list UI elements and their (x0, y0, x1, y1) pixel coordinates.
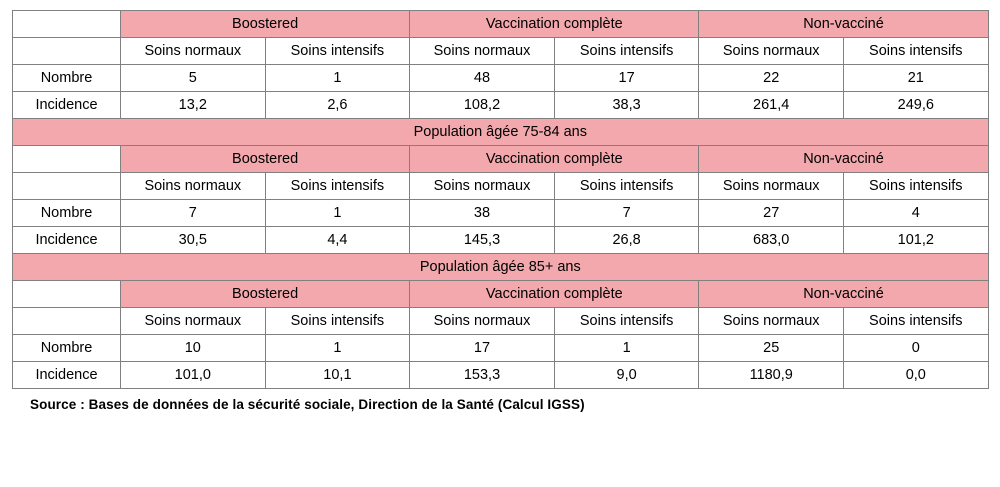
table-row-group-header (13, 146, 989, 173)
table-row-sub-header (13, 38, 989, 65)
sub-header-3-1: Soins intensifs (265, 308, 410, 335)
cell-1-inc-0: 13,2 (121, 92, 266, 119)
sub-header-3-4: Soins normaux (699, 308, 844, 335)
cell-2-count-2: 38 (410, 200, 555, 227)
table-row-sub-header (13, 308, 989, 335)
cell-3-inc-2: 153,3 (410, 362, 555, 389)
cell-3-count-3: 1 (554, 335, 699, 362)
corner-cell-2 (13, 38, 121, 65)
cell-1-count-4: 22 (699, 65, 844, 92)
cell-2-inc-3: 26,8 (554, 227, 699, 254)
table-row-group-header (13, 11, 989, 38)
cell-1-count-3: 17 (554, 65, 699, 92)
table-row (13, 335, 989, 362)
group-header-boostered-2: Boostered (121, 146, 410, 173)
cell-3-count-0: 10 (121, 335, 266, 362)
cell-3-inc-0: 101,0 (121, 362, 266, 389)
cell-3-inc-1: 10,1 (265, 362, 410, 389)
corner-cell-1 (13, 11, 121, 38)
table-row (13, 65, 989, 92)
row-label-incidence-2: Incidence (13, 227, 121, 254)
cell-3-inc-3: 9,0 (554, 362, 699, 389)
sub-header-3-3: Soins intensifs (554, 308, 699, 335)
cell-2-inc-4: 683,0 (699, 227, 844, 254)
cell-1-count-0: 5 (121, 65, 266, 92)
cell-1-inc-2: 108,2 (410, 92, 555, 119)
sub-header-1-0: Soins normaux (121, 38, 266, 65)
row-label-incidence-1: Incidence (13, 92, 121, 119)
table-band-row (13, 254, 989, 281)
corner-cell-3 (13, 146, 121, 173)
corner-cell-5 (13, 281, 121, 308)
corner-cell-4 (13, 173, 121, 200)
group-header-vaccination-complete-2: Vaccination complète (410, 146, 699, 173)
sub-header-2-1: Soins intensifs (265, 173, 410, 200)
group-header-vaccination-complete-3: Vaccination complète (410, 281, 699, 308)
row-label-incidence-3: Incidence (13, 362, 121, 389)
sub-header-2-2: Soins normaux (410, 173, 555, 200)
cell-2-inc-0: 30,5 (121, 227, 266, 254)
band-label-85-plus: Population âgée 85+ ans (13, 254, 989, 281)
cell-2-count-3: 7 (554, 200, 699, 227)
sub-header-2-5: Soins intensifs (844, 173, 989, 200)
sub-header-1-4: Soins normaux (699, 38, 844, 65)
sub-header-2-3: Soins intensifs (554, 173, 699, 200)
group-header-non-vaccine-3: Non-vacciné (699, 281, 988, 308)
cell-2-inc-5: 101,2 (844, 227, 989, 254)
sub-header-1-1: Soins intensifs (265, 38, 410, 65)
cell-1-inc-4: 261,4 (699, 92, 844, 119)
cell-3-inc-4: 1180,9 (699, 362, 844, 389)
group-header-non-vaccine-2: Non-vacciné (699, 146, 988, 173)
sub-header-3-0: Soins normaux (121, 308, 266, 335)
source-note: Source : Bases de données de la sécurité sociale, Direction de la Santé (Calcul IGSS) (30, 397, 585, 412)
row-label-nombre-1: Nombre (13, 65, 121, 92)
cell-3-count-2: 17 (410, 335, 555, 362)
table-row (13, 200, 989, 227)
cell-1-inc-3: 38,3 (554, 92, 699, 119)
sub-header-2-4: Soins normaux (699, 173, 844, 200)
sub-header-1-3: Soins intensifs (554, 38, 699, 65)
cell-2-count-4: 27 (699, 200, 844, 227)
group-header-boostered-1: Boostered (121, 11, 410, 38)
sub-header-1-2: Soins normaux (410, 38, 555, 65)
corner-cell-6 (13, 308, 121, 335)
row-label-nombre-2: Nombre (13, 200, 121, 227)
sub-header-3-5: Soins intensifs (844, 308, 989, 335)
sub-header-2-0: Soins normaux (121, 173, 266, 200)
table-row-sub-header (13, 173, 989, 200)
group-header-vaccination-complete-1: Vaccination complète (410, 11, 699, 38)
cell-3-count-5: 0 (844, 335, 989, 362)
sub-header-3-2: Soins normaux (410, 308, 555, 335)
cell-1-inc-1: 2,6 (265, 92, 410, 119)
table-row (13, 227, 989, 254)
cell-1-count-5: 21 (844, 65, 989, 92)
group-header-non-vaccine-1: Non-vacciné (699, 11, 988, 38)
cell-2-count-1: 1 (265, 200, 410, 227)
covid-hospitalisation-table (12, 10, 989, 389)
cell-1-count-2: 48 (410, 65, 555, 92)
group-header-boostered-3: Boostered (121, 281, 410, 308)
band-label-75-84: Population âgée 75-84 ans (13, 119, 989, 146)
table-row-group-header (13, 281, 989, 308)
table-row (13, 362, 989, 389)
cell-2-inc-1: 4,4 (265, 227, 410, 254)
table-row (13, 92, 989, 119)
table-band-row (13, 119, 989, 146)
cell-3-count-4: 25 (699, 335, 844, 362)
cell-2-count-0: 7 (121, 200, 266, 227)
cell-2-count-5: 4 (844, 200, 989, 227)
cell-1-count-1: 1 (265, 65, 410, 92)
cell-2-inc-2: 145,3 (410, 227, 555, 254)
cell-3-inc-5: 0,0 (844, 362, 989, 389)
cell-3-count-1: 1 (265, 335, 410, 362)
row-label-nombre-3: Nombre (13, 335, 121, 362)
sub-header-1-5: Soins intensifs (844, 38, 989, 65)
cell-1-inc-5: 249,6 (844, 92, 989, 119)
